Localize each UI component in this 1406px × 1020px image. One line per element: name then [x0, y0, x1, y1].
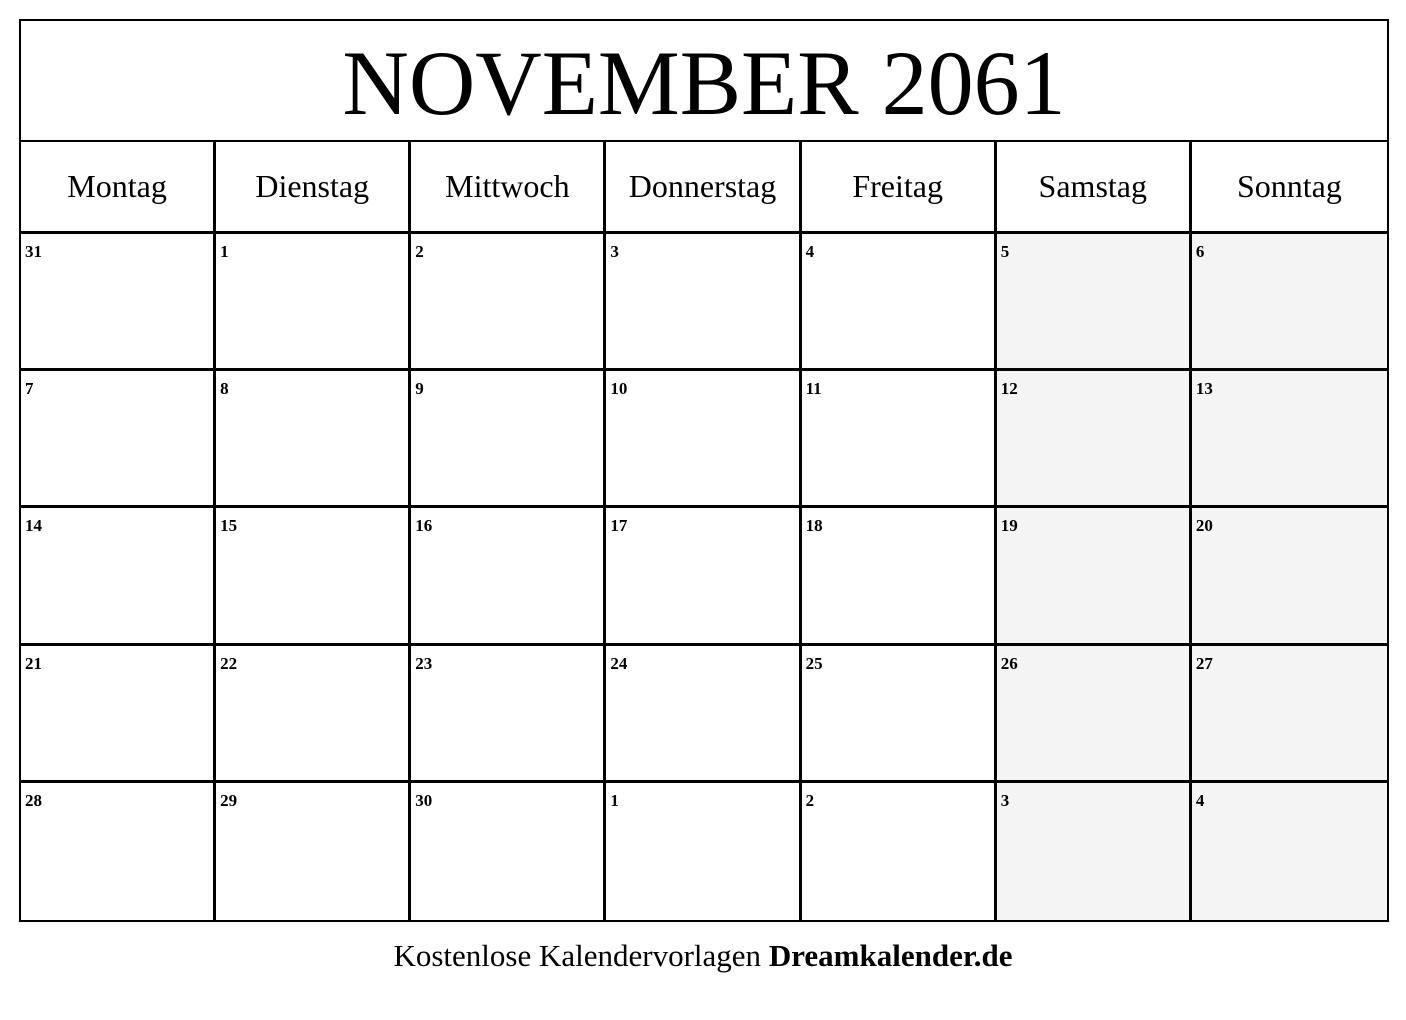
day-cell-weekend: [1192, 371, 1387, 508]
day-number: 28: [25, 790, 42, 810]
day-cell: [606, 234, 801, 371]
day-number: 15: [220, 516, 238, 536]
day-number: 14: [25, 516, 42, 536]
day-cell: [606, 646, 801, 783]
day-cell-weekend: [1192, 783, 1387, 920]
day-number: 22: [220, 653, 238, 673]
day-cell: [21, 783, 216, 920]
day-number: 30: [415, 790, 433, 810]
day-cell: [802, 508, 997, 645]
day-cell: [411, 508, 606, 645]
day-cell-weekend: [997, 234, 1192, 371]
footer-brand-link[interactable]: Dreamkalender.de: [768, 938, 1013, 973]
day-cell-weekend: [1192, 646, 1387, 783]
day-number: 1: [220, 242, 229, 261]
day-cell: [802, 234, 997, 371]
day-cell: [411, 371, 606, 508]
day-cell: [606, 508, 801, 645]
day-number: 3: [610, 242, 619, 261]
day-cell-weekend: [997, 371, 1192, 508]
day-cell-weekend: [1192, 234, 1387, 371]
day-cell: [21, 646, 216, 783]
weekday-tuesday: Dienstag: [216, 142, 411, 231]
day-number: 26: [1000, 653, 1018, 673]
day-cell: [216, 783, 411, 920]
day-number: 12: [1000, 379, 1018, 399]
weekday-monday: Montag: [21, 142, 216, 231]
weekday-thursday: Donnerstag: [606, 142, 801, 231]
day-cell: [21, 508, 216, 645]
day-number: 29: [220, 790, 238, 810]
day-number: 11: [805, 379, 822, 399]
day-number: 8: [220, 379, 229, 399]
day-number: 5: [1000, 242, 1010, 261]
weekday-saturday: Samstag: [997, 142, 1192, 231]
day-cell: [802, 783, 997, 920]
weekday-friday: Freitag: [802, 142, 997, 231]
day-cell-weekend: [997, 508, 1192, 645]
day-grid: [21, 234, 1387, 920]
calendar: [19, 19, 1389, 922]
footer-text: Kostenlose Kalendervorlagen: [393, 938, 769, 973]
day-number: 1: [610, 790, 619, 810]
day-cell-weekend: [997, 783, 1192, 920]
day-number: 2: [415, 242, 424, 261]
day-number: 24: [610, 653, 628, 673]
day-number: 13: [1195, 379, 1213, 399]
day-number: 3: [1000, 790, 1010, 810]
day-number: 7: [25, 379, 34, 399]
day-number: 16: [415, 516, 433, 536]
day-number: 17: [610, 516, 628, 536]
footer: [0, 938, 1406, 974]
day-number: 10: [610, 379, 628, 399]
day-number: 31: [25, 242, 42, 261]
day-number: 21: [25, 653, 42, 673]
day-cell: [802, 646, 997, 783]
day-cell: [216, 508, 411, 645]
day-cell: [21, 234, 216, 371]
day-cell: [216, 371, 411, 508]
day-number: 25: [805, 653, 823, 673]
day-cell: [411, 646, 606, 783]
day-number: 27: [1195, 653, 1213, 673]
calendar-title: NOVEMBER 2061: [21, 21, 1387, 142]
day-number: 20: [1195, 516, 1213, 536]
day-number: 9: [415, 379, 424, 399]
weekday-wednesday: Mittwoch: [411, 142, 606, 231]
day-number: 6: [1195, 242, 1205, 261]
weekday-sunday: Sonntag: [1236, 168, 1342, 204]
day-cell: [411, 234, 606, 371]
day-number: 18: [805, 516, 823, 536]
day-cell: [216, 234, 411, 371]
day-number: 4: [1195, 790, 1205, 810]
day-number: 2: [805, 790, 815, 810]
day-number: 23: [415, 653, 433, 673]
day-number: 19: [1000, 516, 1018, 536]
day-cell: [802, 371, 997, 508]
day-cell: [606, 371, 801, 508]
day-cell-weekend: [1192, 508, 1387, 645]
day-cell: [216, 646, 411, 783]
day-cell: [606, 783, 801, 920]
day-cell: [21, 371, 216, 508]
day-cell: [411, 783, 606, 920]
day-number: 4: [805, 242, 815, 261]
day-cell-weekend: [997, 646, 1192, 783]
weekday-header-row: [21, 142, 1387, 234]
